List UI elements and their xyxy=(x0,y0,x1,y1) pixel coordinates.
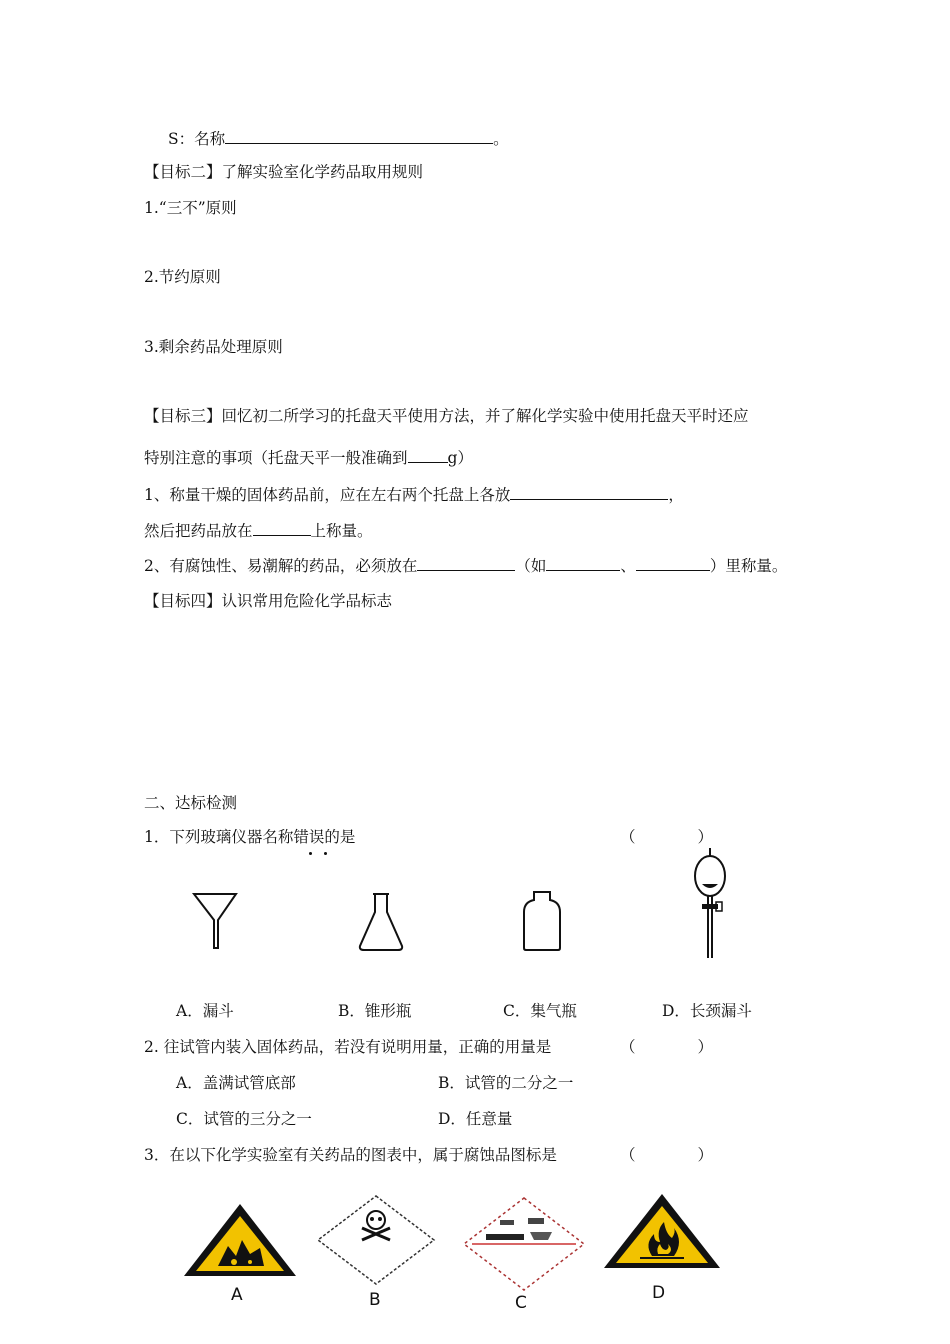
goal3-q2 xyxy=(144,555,787,576)
explosive-hazard-icon[interactable] xyxy=(180,1200,300,1280)
question3-text: 3．在以下化学实验室有关药品的图表中，属于腐蚀品图标是 xyxy=(144,1146,557,1164)
section2-title: 二、达标检测 xyxy=(144,794,238,812)
question1-text: 1．下列玻璃仪器名称错误的是 xyxy=(144,828,356,846)
hazard-label-d: D xyxy=(652,1283,666,1303)
question2-paren: （ ） xyxy=(620,1038,714,1056)
goal3-q1 xyxy=(144,484,684,505)
goal3-line2-text: 特别注意的事项（托盘天平一般准确到 xyxy=(144,449,408,467)
goal3-line2 xyxy=(144,447,473,468)
q1-option-d[interactable]: D．长颈漏斗 xyxy=(662,1002,752,1020)
q2-option-c[interactable]: C．试管的三分之一 xyxy=(176,1110,312,1128)
q1-option-c[interactable]: C．集气瓶 xyxy=(503,1002,577,1020)
q1-place-blank[interactable] xyxy=(253,520,311,536)
question3-paren: （ ） xyxy=(620,1146,714,1164)
q1-blank[interactable] xyxy=(510,484,668,500)
goal3-line1: 【目标三】回忆初二所学习的托盘天平使用方法，并了解化学实验中使用托盘天平时还应 xyxy=(144,407,749,425)
hazard-label-a: A xyxy=(231,1285,243,1305)
s-name-line xyxy=(168,128,509,149)
q1-option-a[interactable]: A．漏斗 xyxy=(176,1002,234,1020)
hazard-label-c: C xyxy=(515,1293,527,1313)
q2-blank-3[interactable] xyxy=(636,555,710,571)
s-name-prefix: S：名称 xyxy=(168,130,226,148)
goal3-q1-cont-end: 上称量。 xyxy=(310,522,373,540)
goal2-item-1: 1.“三不”原则 xyxy=(144,199,237,217)
goal3-q2-close: ）里称量。 xyxy=(709,557,788,575)
hazard-label-b: B xyxy=(369,1290,381,1310)
goal3-q1-text: 1、称量干燥的固体药品前，应在左右两个托盘上各放 xyxy=(144,486,511,504)
funnel-drawing xyxy=(190,888,240,952)
emphasis-dot xyxy=(309,852,312,855)
flammable-hazard-icon[interactable] xyxy=(600,1190,724,1272)
gas-jar-drawing xyxy=(520,888,564,954)
goal3-q2-text: 2、有腐蚀性、易潮解的药品，必须放在 xyxy=(144,557,418,575)
goal3-line2-unit: g） xyxy=(447,449,473,467)
s-name-blank[interactable] xyxy=(225,128,493,144)
q2-option-d[interactable]: D．任意量 xyxy=(438,1110,513,1128)
goal3-q1-cont xyxy=(144,520,373,541)
goal2-item-3: 3.剩余药品处理原则 xyxy=(144,338,283,356)
goal3-q2-sep: 、 xyxy=(620,557,636,575)
q1-option-b[interactable]: B．锥形瓶 xyxy=(338,1002,412,1020)
goal2-title: 【目标二】了解实验室化学药品取用规则 xyxy=(144,163,424,181)
q2-blank-2[interactable] xyxy=(546,555,620,571)
separatory-funnel-drawing xyxy=(688,846,732,966)
question1-paren: （ ） xyxy=(620,828,714,846)
goal2-item-2: 2.节约原则 xyxy=(144,268,221,286)
emphasis-dot xyxy=(324,852,327,855)
question2-text: 2. 往试管内装入固体药品，若没有说明用量，正确的用量是 xyxy=(144,1038,552,1056)
q2-option-b[interactable]: B．试管的二分之一 xyxy=(438,1074,574,1092)
conical-flask-drawing xyxy=(356,890,406,954)
corrosive-hazard-icon[interactable] xyxy=(460,1194,588,1292)
q2-blank-1[interactable] xyxy=(417,555,515,571)
s-name-suffix: 。 xyxy=(493,130,509,148)
goal3-q1-comma: ， xyxy=(668,486,684,504)
q2-option-a[interactable]: A．盖满试管底部 xyxy=(176,1074,296,1092)
toxic-skull-hazard-icon[interactable] xyxy=(314,1192,438,1288)
goal3-q2-open: （如 xyxy=(515,557,547,575)
goal4-title: 【目标四】认识常用危险化学品标志 xyxy=(144,592,393,610)
goal3-q1-cont-text: 然后把药品放在 xyxy=(144,522,253,540)
precision-blank[interactable] xyxy=(408,447,448,463)
